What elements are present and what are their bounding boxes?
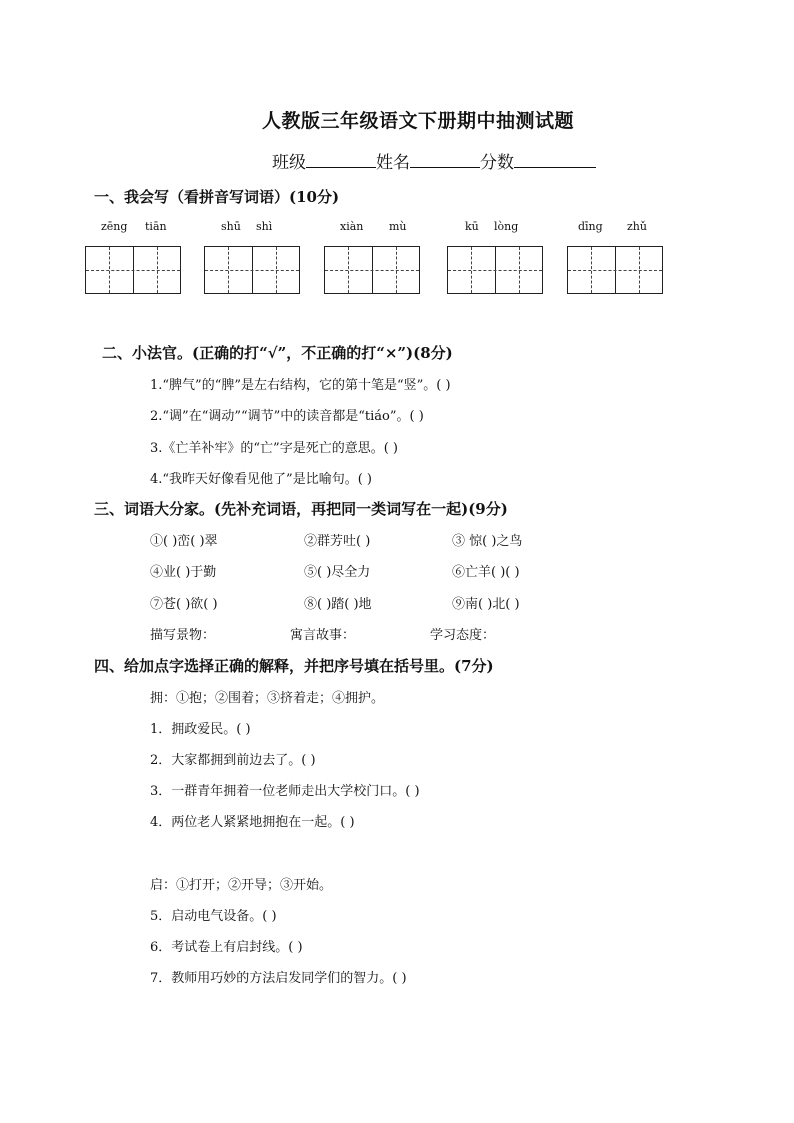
judge-item-3: 3.《亡羊补牢》的“亡”字是死亡的意思。( ) (150, 441, 398, 456)
definition-qi: 启：①打开；②开导；③开始。 (150, 878, 333, 893)
idiom-8: ⑧( )踏( )地 (304, 597, 372, 612)
pinyin-5a: dīng (578, 220, 603, 233)
student-info-line (272, 148, 596, 173)
pinyin-1b: tiān (145, 220, 167, 233)
pinyin-5b: zhǔ (627, 220, 647, 233)
pinyin-2a: shū (221, 220, 241, 233)
pinyin-3a: xiàn (340, 220, 364, 233)
category-attitude: 学习态度： (430, 628, 496, 643)
score-label: 分数 (480, 153, 514, 173)
idiom-9: ⑨南( )北( ) (452, 597, 520, 612)
class-blank[interactable] (306, 151, 376, 168)
section3-heading: 三、词语大分家。(先补充词语，再把同一类词写在一起)(9分) (94, 500, 508, 518)
page-title: 人教版三年级语文下册期中抽测试题 (262, 110, 575, 132)
category-scenery: 描写景物： (150, 628, 216, 643)
score-blank[interactable] (514, 151, 596, 168)
meaning-item-6: 6．考试卷上有启封线。( ) (150, 940, 303, 955)
meaning-item-5: 5．启动电气设备。( ) (150, 909, 277, 924)
section1-heading: 一、我会写（看拼音写词语）(10分) (94, 188, 340, 206)
judge-item-1: 1.“脾气”的“脾”是左右结构，它的第十笔是“竖”。( ) (150, 378, 451, 393)
idiom-3: ③ 惊( )之鸟 (452, 534, 523, 549)
pinyin-2b: shì (256, 220, 273, 233)
name-blank[interactable] (410, 151, 480, 168)
category-fable: 寓言故事： (290, 628, 356, 643)
idiom-1: ①( )峦( )翠 (150, 534, 218, 549)
idiom-6: ⑥亡羊( )( ) (452, 565, 520, 580)
writing-grid-2[interactable] (204, 246, 300, 294)
idiom-7: ⑦苍( )欲( ) (150, 597, 218, 612)
class-label: 班级 (272, 153, 306, 173)
writing-grid-5[interactable] (567, 246, 663, 294)
meaning-item-7: 7．教师用巧妙的方法启发同学们的智力。( ) (150, 971, 407, 986)
judge-item-2: 2.“调”在“调动”“调节”中的读音都是“tiáo”。( ) (150, 409, 424, 424)
pinyin-4a: kū (465, 220, 479, 233)
name-label: 姓名 (376, 153, 410, 173)
idiom-4: ④业( )于勤 (150, 565, 217, 580)
idiom-5: ⑤( )尽全力 (304, 565, 371, 580)
meaning-item-4: 4．两位老人紧紧地拥抱在一起。( ) (150, 815, 355, 830)
meaning-item-3: 3．一群青年拥着一位老师走出大学校门口。( ) (150, 784, 420, 799)
meaning-item-2: 2．大家都拥到前边去了。( ) (150, 753, 316, 768)
pinyin-1a: zēng (101, 220, 128, 233)
judge-item-4: 4.“我昨天好像看见他了”是比喻句。( ) (150, 472, 372, 487)
pinyin-3b: mù (389, 220, 407, 233)
definition-yong: 拥：①抱；②围着；③挤着走；④拥护。 (150, 691, 385, 706)
writing-grid-3[interactable] (324, 246, 420, 294)
pinyin-4b: lòng (494, 220, 519, 233)
writing-grid-4[interactable] (447, 246, 543, 294)
section4-heading: 四、给加点字选择正确的解释，并把序号填在括号里。(7分) (94, 657, 494, 675)
meaning-item-1: 1．拥政爱民。( ) (150, 722, 251, 737)
idiom-2: ②群芳吐( ) (304, 534, 371, 549)
writing-grid-1[interactable] (85, 246, 181, 294)
section2-heading: 二、小法官。(正确的打“√”，不正确的打“×”)(8分) (102, 344, 453, 362)
